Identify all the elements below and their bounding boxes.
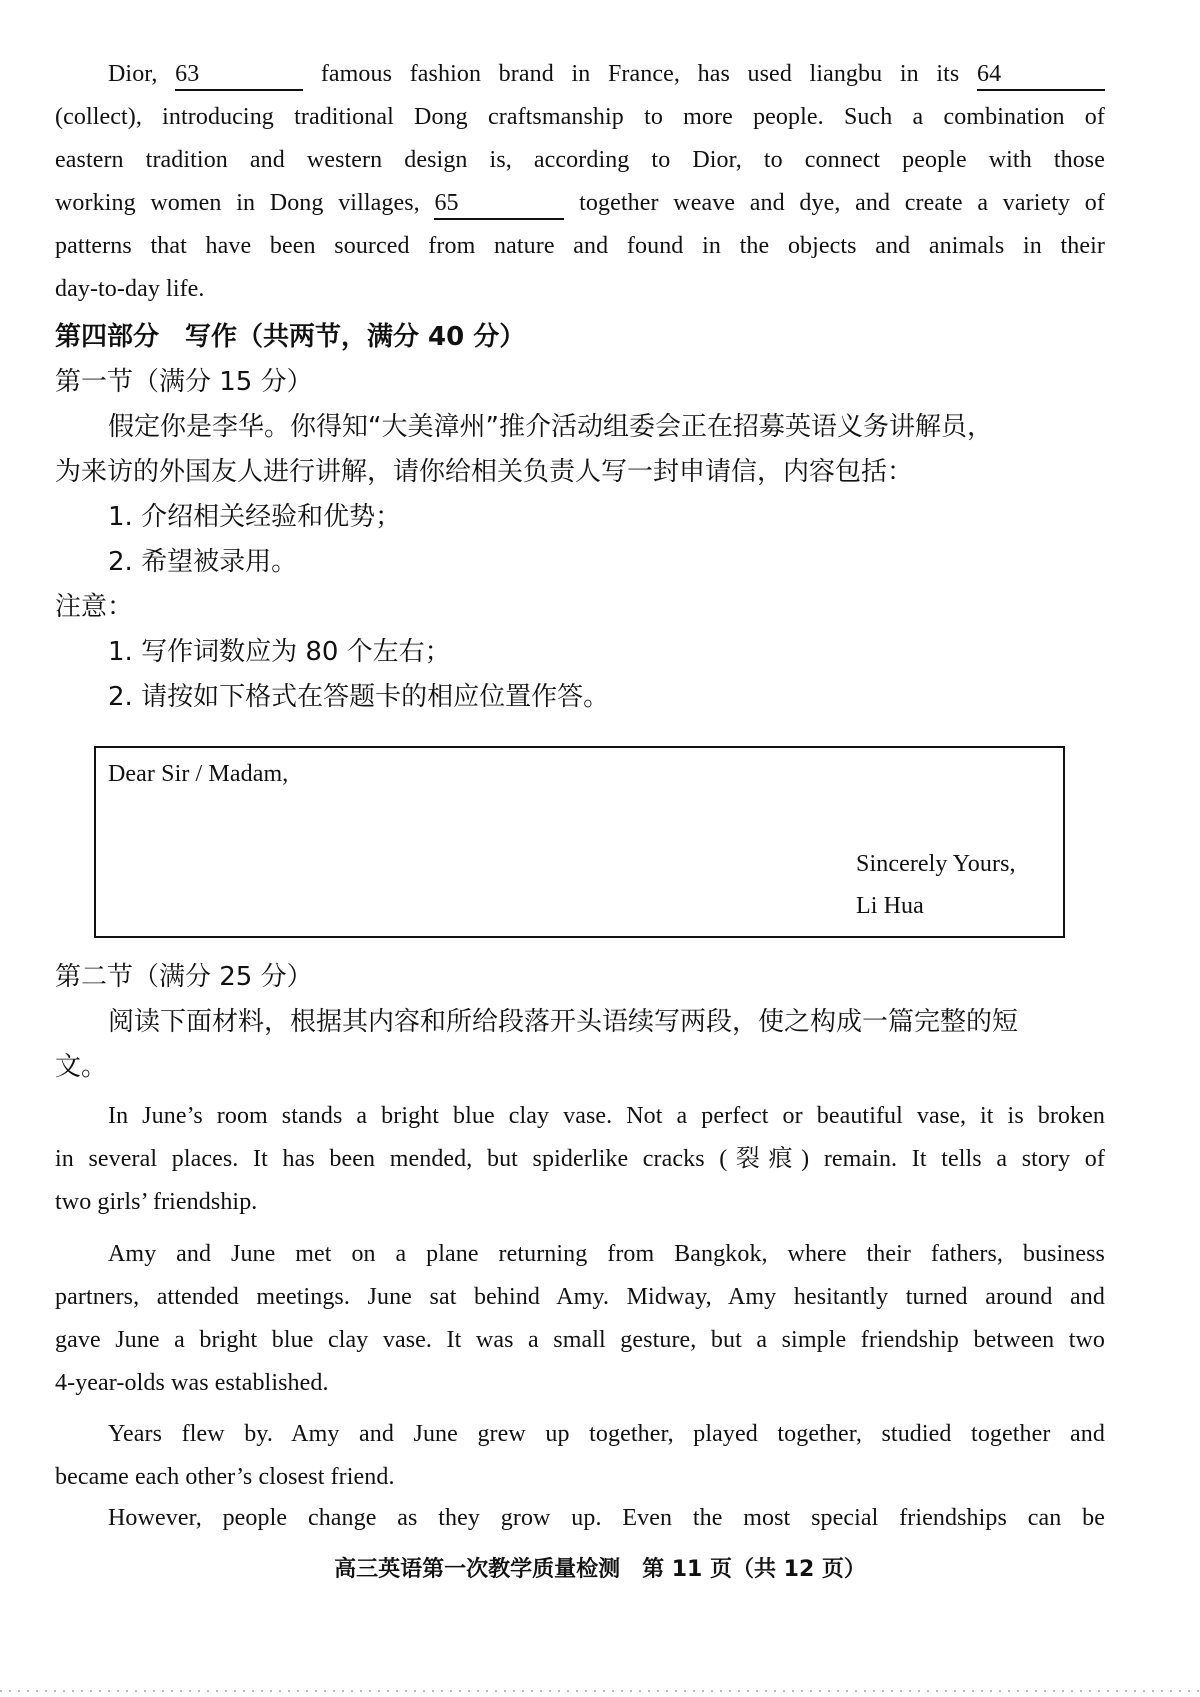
blank-64: 64 [977,59,1105,91]
text: working women in Dong villages, [55,190,420,216]
text: famous fashion brand in France, has used liangbu in its [320,61,960,87]
passage-line-2: (collect), introducing traditional Dong craftsmanship to more people. Such a combination of [55,104,1105,130]
note-title: 注意： [55,592,134,622]
story-line-2: in several places. It has been mended, but spiderlike cracks (裂痕) remain. It tells a story of [55,1146,1105,1172]
passage-line-4 [55,181,1105,226]
story-line-9: became each other’s closest friend. [55,1464,395,1490]
story-line-3: two girls’ friendship. [55,1189,258,1215]
text: together weave and dye, and create a variety of [579,190,1105,216]
story-line-8: Years flew by. Amy and June grew up together, played together, studied together and [108,1421,1105,1447]
part4-title: 第四部分 写作（共两节，满分 40 分） [55,322,526,352]
passage-line-3: eastern tradition and western design is, according to Dior, to connect people with those [55,147,1105,173]
section2-title: 第二节（满分 25 分） [55,962,313,992]
section1-item-1: 1. 介绍相关经验和优势； [108,502,402,532]
note-1: 1. 写作词数应为 80 个左右； [108,637,451,667]
note-2: 2. 请按如下格式在答题卡的相应位置作答。 [108,682,610,712]
story-line-7: 4-year-olds was established. [55,1370,329,1396]
passage-line-6: day-to-day life. [55,276,205,302]
section1-prompt-line-2: 为来访的外国友人进行讲解，请你给相关负责人写一封申请信，内容包括： [55,457,914,487]
page-footer: 高三英语第一次教学质量检测 第 11 页（共 12 页） [334,1557,866,1582]
story-line-4: Amy and June met on a plane returning from Bangkok, where their fathers, business [108,1241,1105,1267]
section1-prompt-line-1: 假定你是李华。你得知“大美漳州”推介活动组委会正在招募英语义务讲解员， [108,412,993,442]
blank-65: 65 [434,188,564,220]
blank-63: 63 [175,59,303,91]
text: Dior, [108,61,158,87]
section1-item-2: 2. 希望被录用。 [108,547,298,577]
story-line-6: gave June a bright blue clay vase. It was a small gesture, but a simple friendship between two [55,1327,1105,1353]
section1-title: 第一节（满分 15 分） [55,367,313,397]
story-line-10: However, people change as they grow up. Even the most special friendships can be [108,1505,1105,1531]
letter-signature: Li Hua [856,893,924,919]
passage-line-1 [108,52,1105,97]
story-line-1: In June’s room stands a bright blue clay vase. Not a perfect or beautiful vase, it is broken [108,1103,1105,1129]
section2-prompt-line-1: 阅读下面材料，根据其内容和所给段落开头语续写两段，使之构成一篇完整的短 [108,1007,1019,1037]
letter-closing: Sincerely Yours, [856,851,1016,877]
story-line-5: partners, attended meetings. June sat behind Amy. Midway, Amy hesitantly turned around and [55,1284,1105,1310]
section2-prompt-line-2: 文。 [55,1052,108,1082]
letter-greeting: Dear Sir / Madam, [108,761,289,787]
scan-noise [0,1690,1200,1692]
letter-format-box [94,746,1065,938]
passage-line-5: patterns that have been sourced from nature and found in the objects and animals in their [55,233,1105,259]
